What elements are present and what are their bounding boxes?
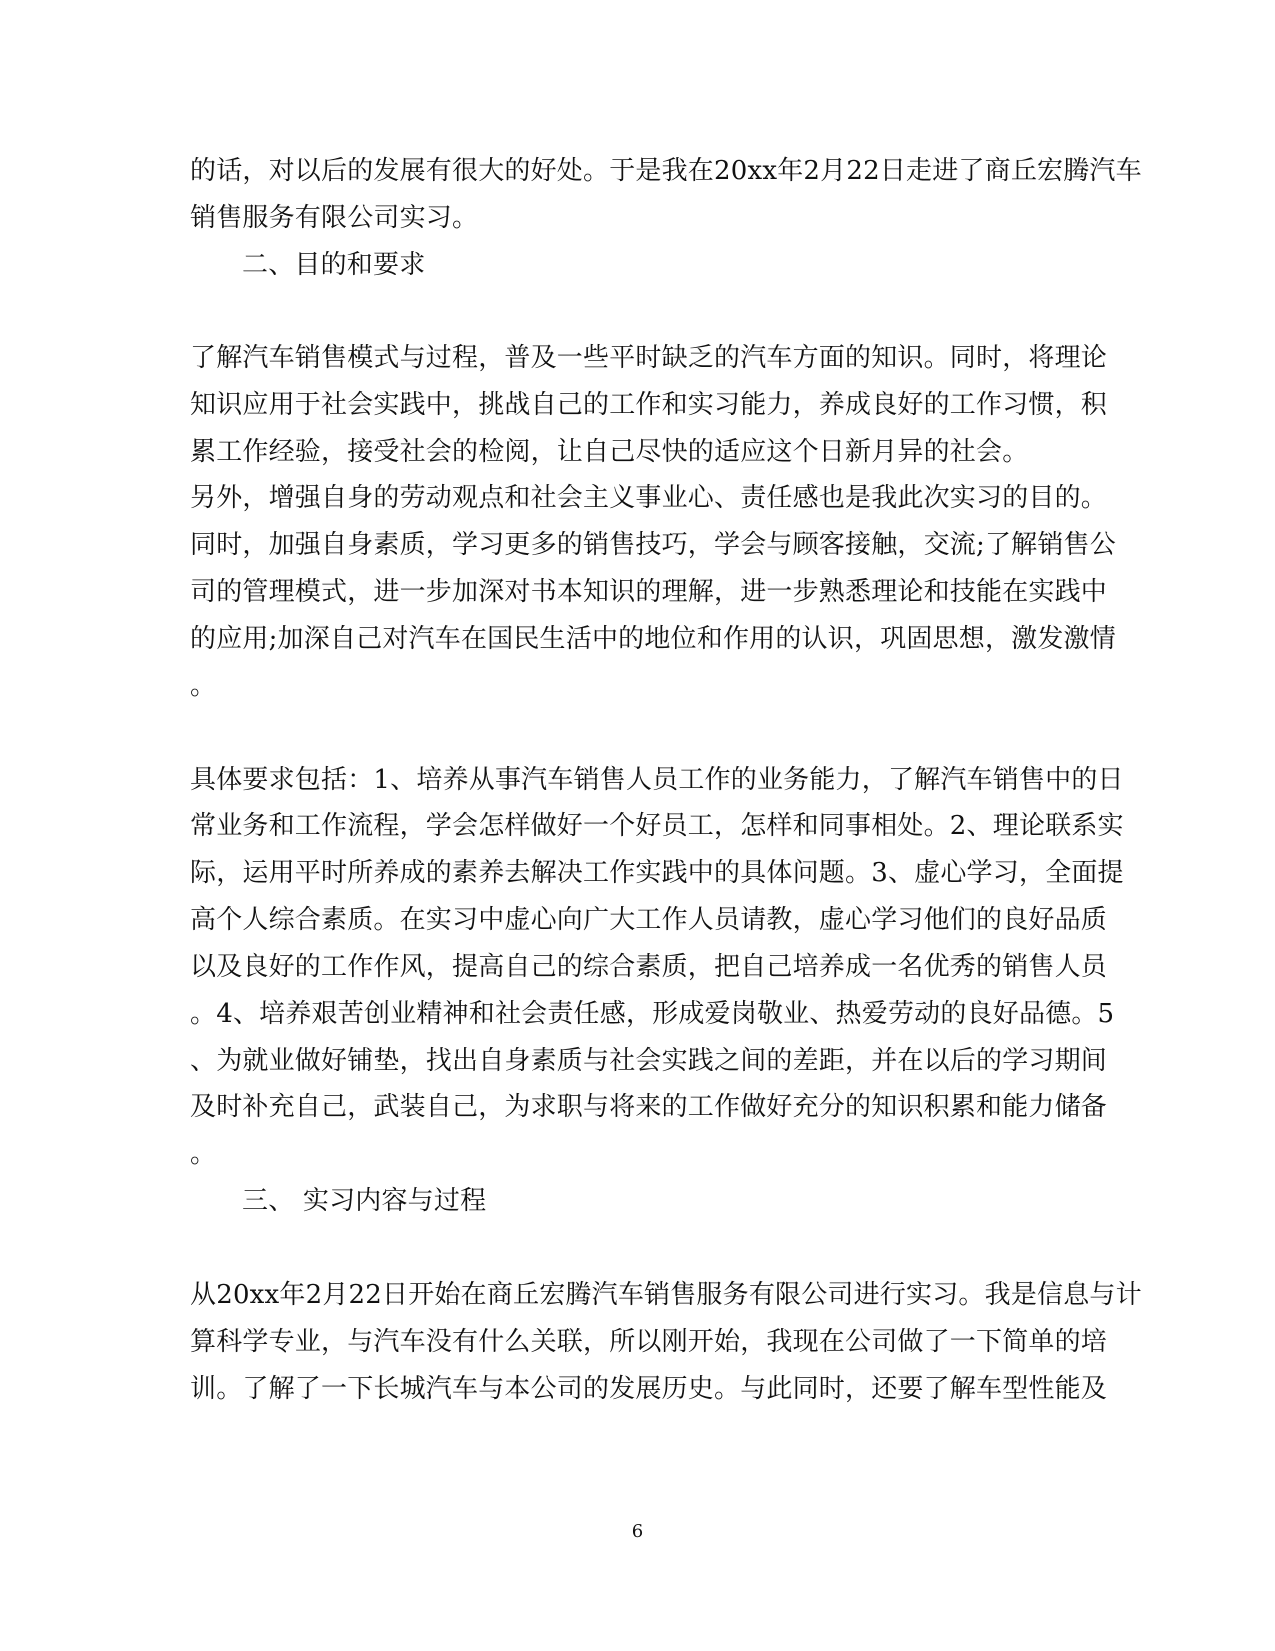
process-line-3: 训。了解了一下长城汽车与本公司的发展历史。与此同时，还要了解车型性能及 — [190, 1374, 1108, 1404]
purpose-line-1: 了解汽车销售模式与过程，普及一些平时缺乏的汽车方面的知识。同时，将理论 — [190, 343, 1108, 373]
requirements-line-6: 。4、培养艰苦创业精神和社会责任感，形成爱岗敬业、热爱劳动的良好品德。5 — [190, 999, 1115, 1029]
requirements-line-8: 及时补充自己，武装自己，为求职与将来的工作做好充分的知识积累和能力储备 — [190, 1092, 1108, 1122]
section-heading-process: 三、 实习内容与过程 — [242, 1186, 487, 1216]
purpose-line-6: 司的管理模式，进一步加深对书本知识的理解，进一步熟悉理论和技能在实践中 — [190, 577, 1108, 607]
page-number: 6 — [631, 1521, 644, 1542]
section-heading-purpose: 二、目的和要求 — [242, 250, 426, 280]
requirements-line-1: 具体要求包括：1、培养从事汽车销售人员工作的业务能力，了解汽车销售中的日 — [190, 765, 1124, 795]
process-line-2: 算科学专业，与汽车没有什么关联，所以刚开始，我现在公司做了一下简单的培 — [190, 1327, 1108, 1357]
requirements-line-4: 高个人综合素质。在实习中虚心向广大工作人员请教，虚心学习他们的良好品质 — [190, 905, 1108, 935]
purpose-line-8: 。 — [190, 671, 217, 701]
requirements-line-7: 、为就业做好铺垫，找出自身素质与社会实践之间的差距，并在以后的学习期间 — [190, 1046, 1108, 1076]
purpose-line-4: 另外，增强自身的劳动观点和社会主义事业心、责任感也是我此次实习的目的。 — [190, 483, 1108, 513]
purpose-line-2: 知识应用于社会实践中，挑战自己的工作和实习能力，养成良好的工作习惯，积 — [190, 390, 1108, 420]
requirements-line-3: 际，运用平时所养成的素养去解决工作实践中的具体问题。3、虚心学习，全面提 — [190, 858, 1124, 888]
intro-line-2: 销售服务有限公司实习。 — [190, 203, 479, 233]
requirements-line-9: 。 — [190, 1139, 217, 1169]
intro-line-1: 的话，对以后的发展有很大的好处。于是我在20xx年2月22日走进了商丘宏腾汽车 — [190, 156, 1142, 186]
requirements-line-5: 以及良好的工作作风，提高自己的综合素质，把自己培养成一名优秀的销售人员 — [190, 952, 1108, 982]
requirements-line-2: 常业务和工作流程，学会怎样做好一个好员工，怎样和同事相处。2、理论联系实 — [190, 811, 1124, 841]
process-line-1: 从20xx年2月22日开始在商丘宏腾汽车销售服务有限公司进行实习。我是信息与计 — [190, 1280, 1142, 1310]
purpose-line-7: 的应用;加深自己对汽车在国民生活中的地位和作用的认识，巩固思想，激发激情 — [190, 624, 1116, 654]
purpose-line-5: 同时，加强自身素质，学习更多的销售技巧，学会与顾客接触，交流;了解销售公 — [190, 530, 1116, 560]
purpose-line-3: 累工作经验，接受社会的检阅，让自己尽快的适应这个日新月异的社会。 — [190, 437, 1029, 467]
